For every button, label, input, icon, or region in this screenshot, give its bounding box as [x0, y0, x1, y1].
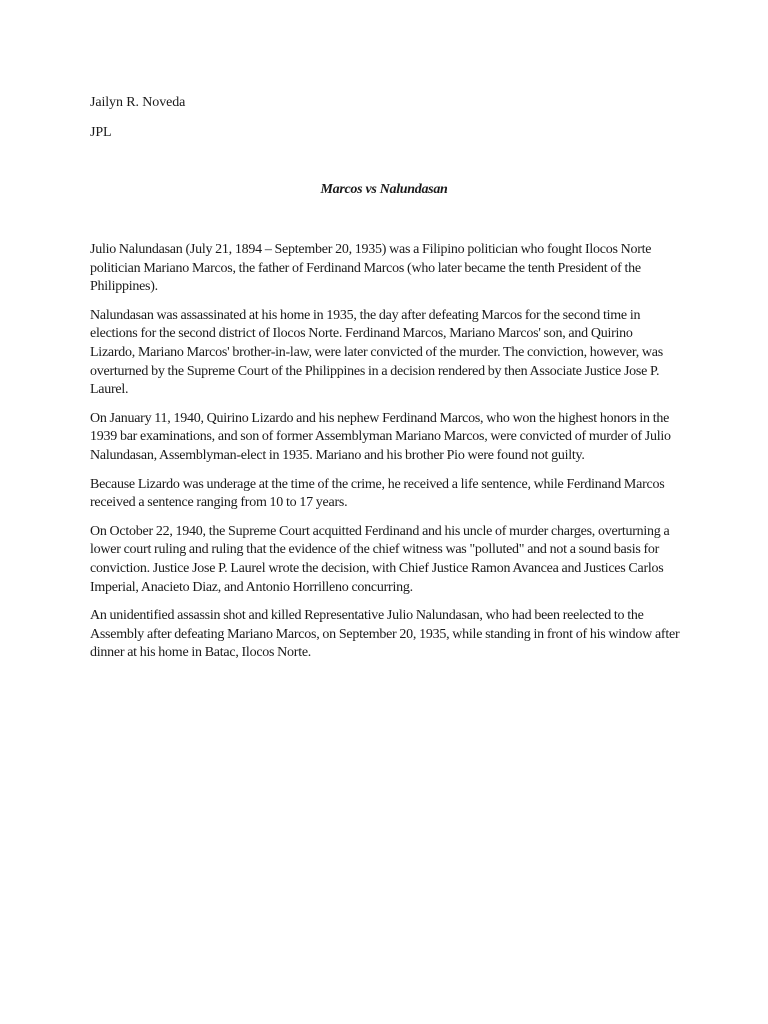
paragraph: Nalundasan was assassinated at his home in 1935, the day after defeating Marcos for the second time in elections for the second district of Ilocos Norte. Ferdinand Marcos, Mariano Marcos' son, and Quirino Lizardo, Mariano Marcos' brother-in-law, were later convicted of the murder. The conviction, however, was overturned by the Supreme Court of the Philippines in a decision rendered by then Associate Justice Jose P. Laurel.	[90, 307, 663, 398]
document-title: Marcos vs Nalundasan	[320, 182, 448, 197]
paragraph: Julio Nalundasan (July 21, 1894 – September 20, 1935) was a Filipino politician who fought Ilocos Norte politician Mariano Marcos, the father of Ferdinand Marcos (who later became the tenth President of the Philippines).	[90, 242, 652, 295]
paragraph: On January 11, 1940, Quirino Lizardo and his nephew Ferdinand Marcos, who won the highest honors in the 1939 bar examinations, and son of former Assemblyman Mariano Marcos, were convicted of murder of Julio Nalundasan, Assemblyman-elect in 1935. Mariano and his brother Pio were found not guilty.	[90, 410, 671, 463]
document-body	[90, 241, 680, 673]
course-code: JPL	[90, 125, 112, 140]
paragraph: On October 22, 1940, the Supreme Court acquitted Ferdinand and his uncle of murder charges, overturning a lower court ruling and ruling that the evidence of the chief witness was "polluted" and not a sound basis for conviction. Justice Jose P. Laurel wrote the decision, with Chief Justice Ramon Avancea and Justices Carlos Imperial, Anacieto Diaz, and Antonio Horrilleno concurring.	[90, 523, 670, 595]
author-name: Jailyn R. Noveda	[90, 95, 186, 110]
paragraph: An unidentified assassin shot and killed Representative Julio Nalundasan, who had been reelected to the Assembly after defeating Mariano Marcos, on September 20, 1935, while standing in front of his window after dinner at his home in Batac, Ilocos Norte.	[90, 608, 680, 661]
paragraph: Because Lizardo was underage at the time of the crime, he received a life sentence, while Ferdinand Marcos received a sentence ranging from 10 to 17 years.	[90, 476, 665, 511]
